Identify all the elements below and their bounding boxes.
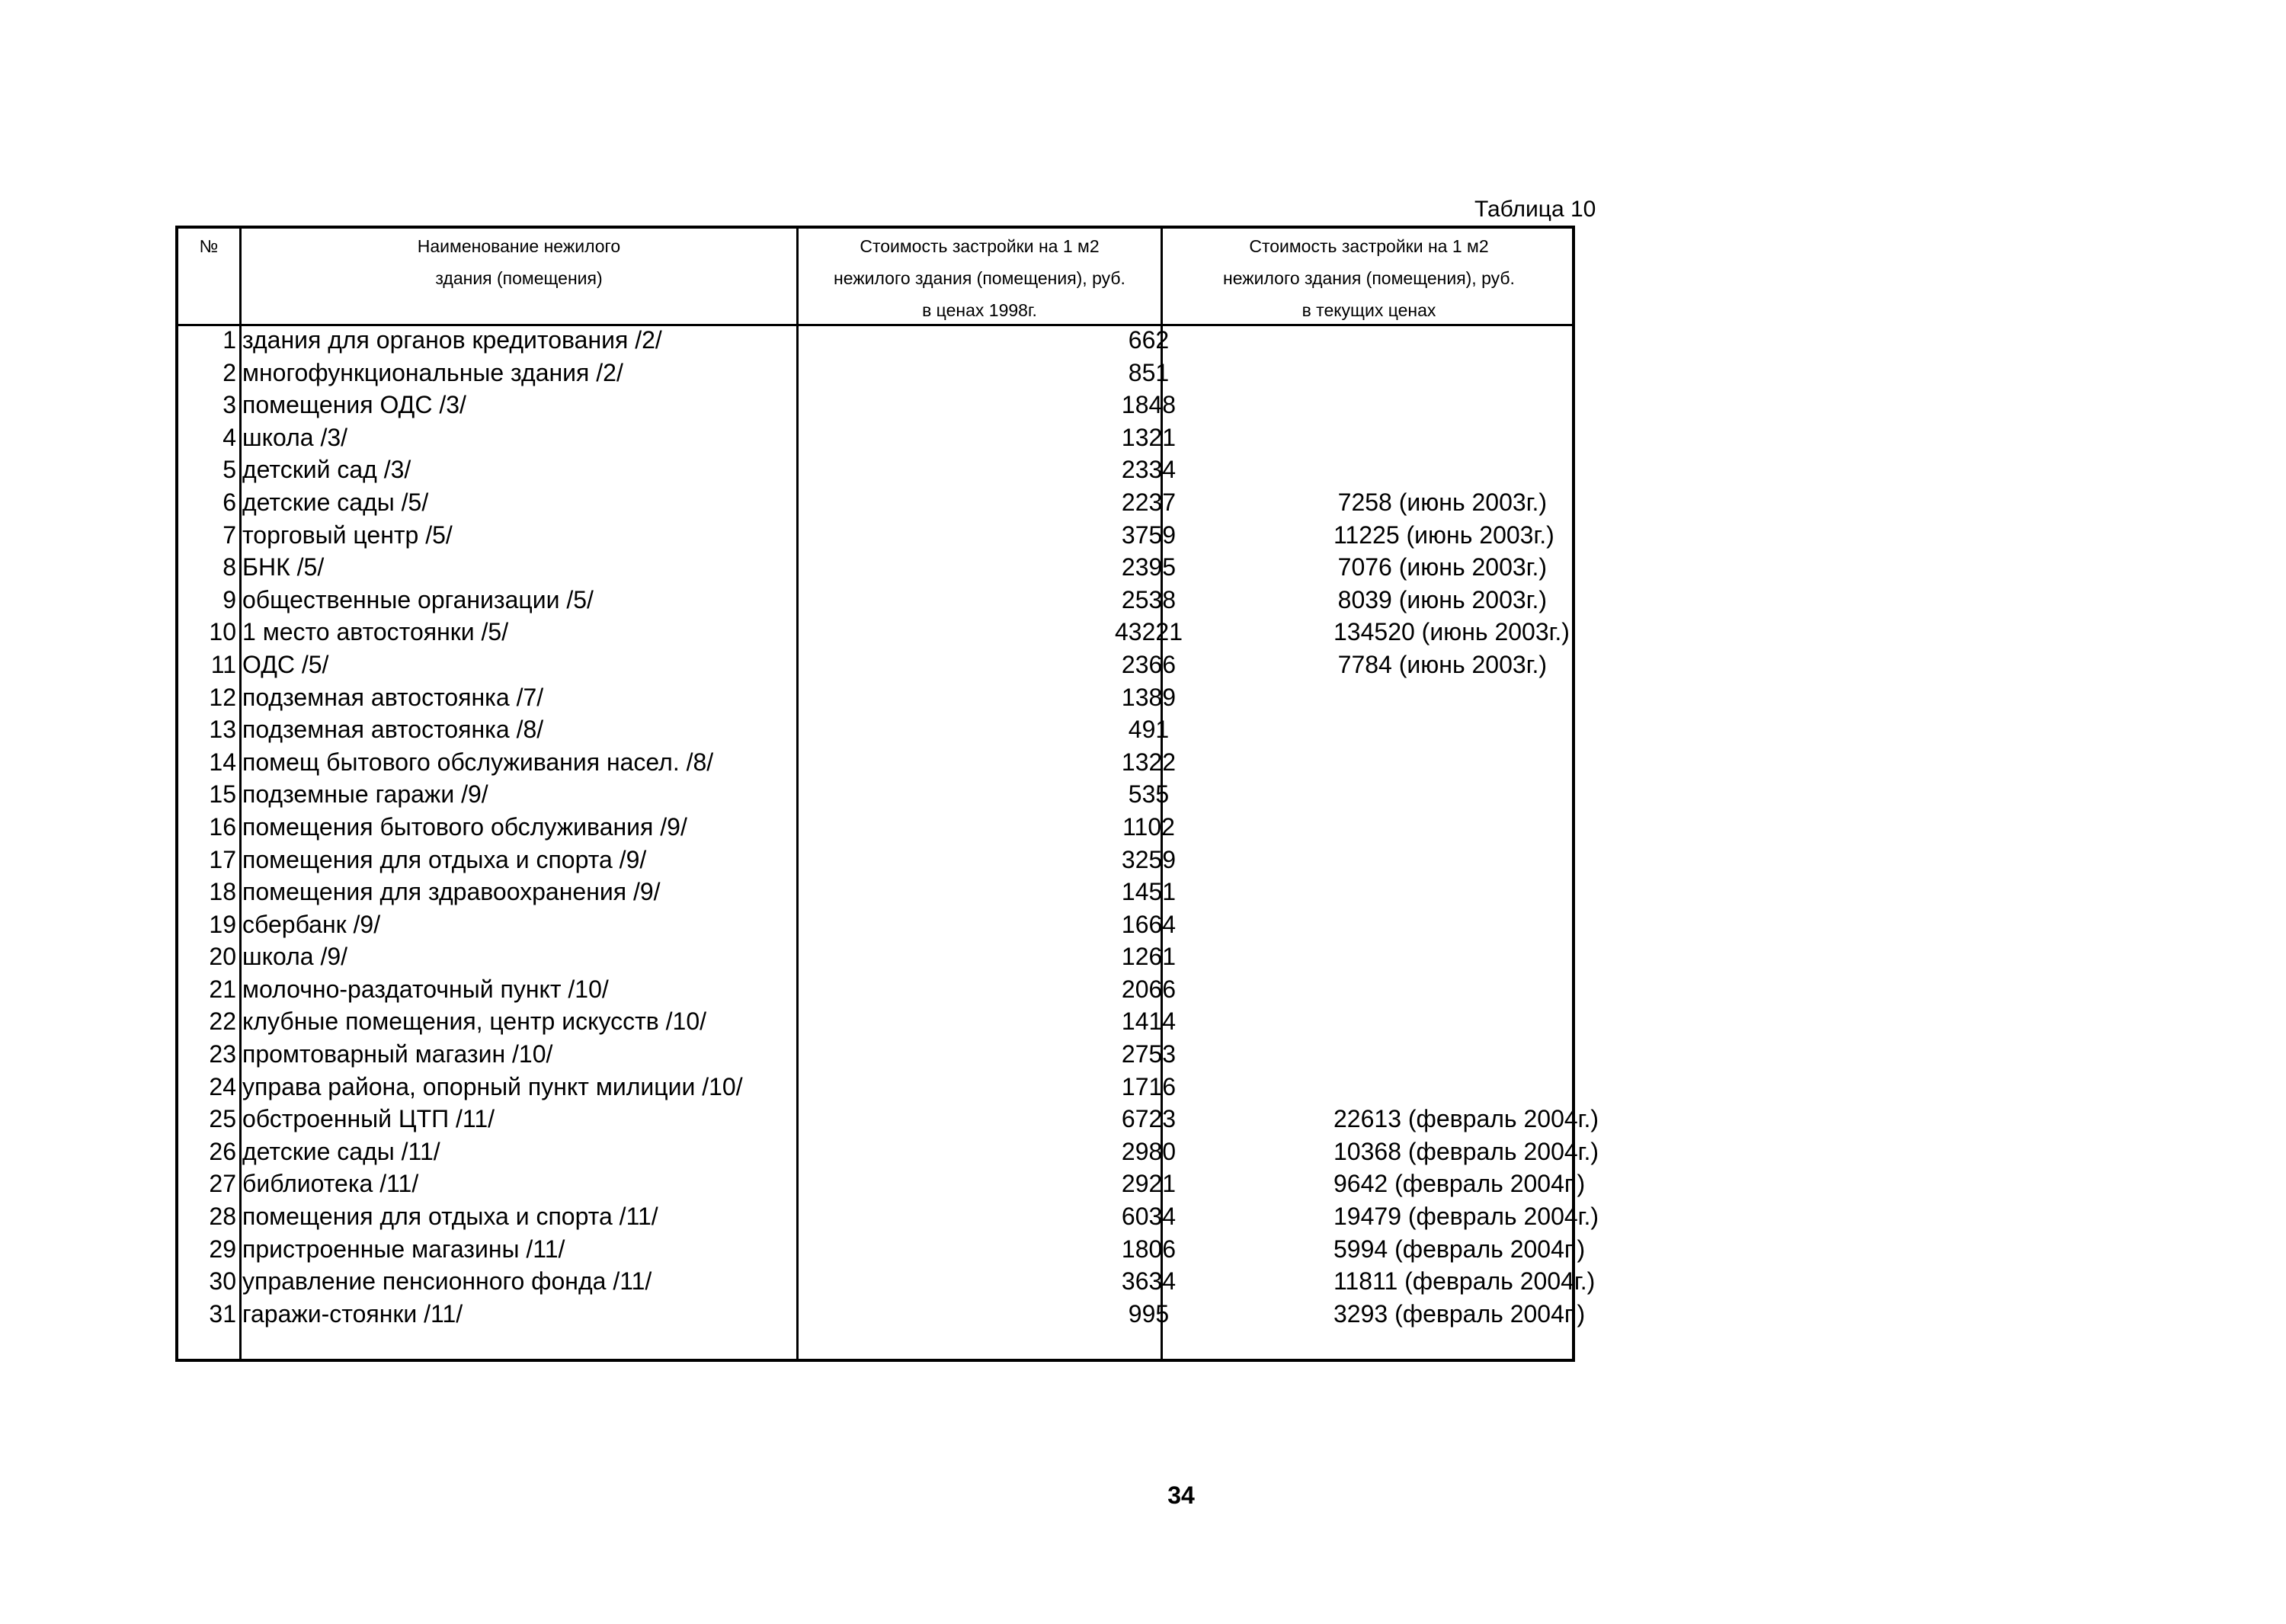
row-number: 11	[210, 650, 236, 678]
header-name-line2: здания (помещения)	[435, 268, 603, 288]
row-number: 5	[223, 456, 236, 484]
cost-1998: 1322	[1121, 748, 1177, 776]
table-row	[175, 616, 1575, 649]
row-number: 28	[209, 1203, 236, 1231]
building-name: сбербанк /9/	[242, 910, 381, 938]
cost-1998: 3259	[1121, 845, 1177, 873]
cost-current	[1334, 584, 1572, 617]
building-name: помещения для здравоохранения /9/	[242, 878, 661, 906]
row-number: 23	[209, 1040, 236, 1068]
cost-current-text: 7076 (июнь 2003г.)	[1337, 553, 1547, 581]
cost-current	[1334, 1103, 1599, 1136]
cost-1998: 535	[1128, 780, 1170, 809]
cost-current-text: 8039 (июнь 2003г.)	[1337, 585, 1547, 613]
row-number: 14	[209, 748, 236, 776]
table-row	[175, 1071, 1575, 1103]
header-cost-1998-line3: в ценах 1998г.	[922, 300, 1037, 320]
cost-current	[1334, 486, 1572, 519]
table-row	[175, 713, 1575, 746]
cost-current	[1334, 649, 1572, 681]
building-name: БНК /5/	[242, 553, 325, 581]
cost-current	[1334, 713, 1572, 746]
row-number: 9	[223, 585, 236, 613]
header-cost-current-line2: нежилого здания (помещения), руб.	[1223, 268, 1515, 288]
table-row	[175, 844, 1575, 876]
row-number: 8	[223, 553, 236, 581]
building-name: ОДС /5/	[242, 650, 329, 678]
cost-1998: 6034	[1121, 1203, 1177, 1231]
row-number: 22	[209, 1007, 236, 1036]
cost-1998: 995	[1128, 1299, 1170, 1328]
header-cost-1998-line1: Стоимость застройки на 1 м2	[860, 236, 1100, 256]
building-name: подземная автостоянка /8/	[242, 716, 544, 744]
cost-1998: 1321	[1121, 423, 1177, 451]
cost-current-text: 11811 (февраль 2004г.)	[1334, 1267, 1596, 1296]
table-row	[175, 1168, 1586, 1200]
building-name: помещения бытового обслуживания /9/	[242, 812, 687, 841]
building-name: детские сады /11/	[242, 1137, 440, 1165]
cost-1998: 1716	[1121, 1072, 1177, 1100]
cost-current-text: 9642 (февраль 2004г.)	[1334, 1170, 1586, 1198]
table-body	[175, 324, 1599, 1330]
table-row	[175, 421, 1575, 454]
row-number: 4	[223, 423, 236, 451]
cost-1998: 2538	[1121, 585, 1177, 613]
table-row	[175, 973, 1575, 1006]
cost-current	[1334, 616, 1572, 649]
cost-current	[1334, 1136, 1599, 1168]
cost-current-text: 7258 (июнь 2003г.)	[1337, 488, 1547, 516]
cost-1998: 851	[1128, 358, 1170, 386]
cost-1998: 1414	[1121, 1007, 1177, 1036]
table-row	[175, 453, 1575, 486]
table-row	[175, 551, 1575, 584]
building-name: библиотека /11/	[242, 1170, 419, 1198]
table-row	[175, 519, 1575, 552]
cost-current	[1334, 876, 1572, 908]
row-number: 21	[209, 975, 236, 1003]
table-row	[175, 1038, 1575, 1071]
cost-current	[1334, 551, 1572, 584]
cost-current	[1334, 1005, 1572, 1038]
cost-current	[1334, 1233, 1586, 1266]
cost-current	[1334, 324, 1572, 357]
building-name: гаражи-стоянки /11/	[242, 1299, 463, 1328]
building-name: общественные организации /5/	[242, 585, 594, 613]
cost-current-text: 19479 (февраль 2004г.)	[1334, 1203, 1599, 1231]
table-row	[175, 1265, 1596, 1298]
cost-current	[1334, 1265, 1596, 1298]
building-name: школа /3/	[242, 423, 348, 451]
cost-1998: 1848	[1121, 391, 1177, 419]
cost-current	[1334, 453, 1572, 486]
row-number: 1	[223, 326, 236, 354]
table-row	[175, 357, 1575, 389]
row-number: 17	[209, 845, 236, 873]
row-number: 6	[223, 488, 236, 516]
row-number: 3	[223, 391, 236, 419]
cost-1998: 662	[1128, 326, 1170, 354]
cost-1998: 1806	[1121, 1235, 1177, 1263]
table-row	[175, 389, 1575, 421]
cost-1998: 2066	[1121, 975, 1177, 1003]
cost-current-text: 3293 (февраль 2004г.)	[1334, 1299, 1586, 1328]
building-name: обстроенный ЦТП /11/	[242, 1105, 495, 1133]
cost-1998: 3759	[1121, 521, 1177, 549]
row-number: 31	[209, 1299, 236, 1328]
cost-1998: 6723	[1121, 1105, 1177, 1133]
cost-1998: 1102	[1122, 812, 1175, 841]
row-number: 24	[209, 1072, 236, 1100]
building-name: детские сады /5/	[242, 488, 429, 516]
table-row	[175, 1103, 1599, 1136]
table-row	[175, 876, 1575, 908]
header-name-line1: Наименование нежилого	[417, 236, 621, 256]
cost-current	[1334, 1071, 1572, 1103]
cost-1998: 2753	[1121, 1040, 1177, 1068]
table-row	[175, 1233, 1586, 1266]
row-number: 20	[209, 943, 236, 971]
row-number: 13	[209, 716, 236, 744]
cost-current	[1334, 519, 1572, 552]
table-row	[175, 1298, 1586, 1331]
building-name: помещения для отдыха и спорта /9/	[242, 845, 647, 873]
cost-1998: 2980	[1121, 1137, 1177, 1165]
cost-current-text: 5994 (февраль 2004г.)	[1334, 1235, 1586, 1263]
table-row	[175, 940, 1575, 973]
row-number: 15	[209, 780, 236, 809]
page-number: 34	[1167, 1481, 1195, 1509]
building-name: школа /9/	[242, 943, 348, 971]
cost-current-text: 22613 (февраль 2004г.)	[1334, 1105, 1599, 1133]
cost-current	[1334, 811, 1572, 844]
row-number: 7	[223, 521, 236, 549]
header-cost-current-line3: в текущих ценах	[1301, 300, 1436, 320]
cost-current	[1334, 778, 1572, 811]
table-row	[175, 681, 1575, 714]
row-number: 25	[209, 1105, 236, 1133]
building-name: клубные помещения, центр искусств /10/	[242, 1007, 706, 1036]
building-name: помещ бытового обслуживания насел. /8/	[242, 748, 714, 776]
building-name: помещения ОДС /3/	[242, 391, 466, 419]
table-row	[175, 908, 1575, 941]
building-name: пристроенные магазины /11/	[242, 1235, 565, 1263]
cost-current-text: 10368 (февраль 2004г.)	[1334, 1137, 1599, 1165]
cost-1998: 2334	[1121, 456, 1177, 484]
cost-1998: 1664	[1121, 910, 1177, 938]
building-name: подземная автостоянка /7/	[242, 683, 544, 711]
cost-1998: 1451	[1121, 878, 1177, 906]
cost-1998: 2921	[1121, 1170, 1177, 1198]
cost-1998: 491	[1128, 716, 1170, 744]
cost-current	[1334, 1038, 1572, 1071]
building-name: здания для органов кредитования /2/	[242, 326, 662, 354]
row-number: 10	[209, 618, 236, 646]
cost-current-text: 134520 (июнь 2003г.)	[1334, 618, 1570, 646]
building-name: управление пенсионного фонда /11/	[242, 1267, 652, 1296]
cost-current	[1334, 940, 1572, 973]
table-row	[175, 486, 1575, 519]
cost-current	[1334, 1298, 1586, 1331]
table-row	[175, 778, 1575, 811]
cost-current	[1334, 908, 1572, 941]
cost-current	[1334, 389, 1572, 421]
row-number: 27	[209, 1170, 236, 1198]
cost-1998: 2366	[1121, 650, 1177, 678]
table-row	[175, 324, 1575, 357]
row-number: 12	[209, 683, 236, 711]
header-cost-1998-line2: нежилого здания (помещения), руб.	[834, 268, 1125, 288]
table-row	[175, 746, 1575, 779]
cost-current	[1334, 421, 1572, 454]
header-no: №	[199, 236, 219, 256]
cost-current	[1334, 973, 1572, 1006]
cost-1998: 3634	[1121, 1267, 1177, 1296]
row-number: 30	[209, 1267, 236, 1296]
cost-current	[1334, 844, 1572, 876]
cost-current-text: 11225 (июнь 2003г.)	[1334, 521, 1554, 549]
building-name: промтоварный магазин /10/	[242, 1040, 553, 1068]
row-number: 26	[209, 1137, 236, 1165]
building-name: помещения для отдыха и спорта /11/	[242, 1203, 658, 1231]
building-name: молочно-раздаточный пункт /10/	[242, 975, 609, 1003]
table-row	[175, 811, 1575, 844]
cost-1998: 2237	[1121, 488, 1177, 516]
cost-current-text: 7784 (июнь 2003г.)	[1337, 650, 1547, 678]
building-name: многофункциональные здания /2/	[242, 358, 623, 386]
header-cost-current-line1: Стоимость застройки на 1 м2	[1249, 236, 1489, 256]
cost-current	[1334, 746, 1572, 779]
table-row	[175, 1136, 1599, 1168]
cost-1998: 1261	[1121, 943, 1177, 971]
building-name: торговый центр /5/	[242, 521, 453, 549]
row-number: 16	[209, 812, 236, 841]
cost-current	[1334, 1200, 1599, 1233]
row-number: 19	[209, 910, 236, 938]
row-number: 18	[209, 878, 236, 906]
table-row	[175, 1005, 1575, 1038]
table-row	[175, 649, 1575, 681]
building-name: 1 место автостоянки /5/	[242, 618, 509, 646]
cost-current	[1334, 681, 1572, 714]
building-name: подземные гаражи /9/	[242, 780, 488, 809]
cost-1998: 1389	[1121, 683, 1177, 711]
cost-1998: 2395	[1121, 553, 1177, 581]
row-number: 29	[209, 1235, 236, 1263]
table-row	[175, 1200, 1599, 1233]
cost-1998: 43221	[1115, 618, 1183, 646]
building-name: детский сад /3/	[242, 456, 411, 484]
building-name: управа района, опорный пункт милиции /10/	[242, 1072, 743, 1100]
table-row	[175, 584, 1575, 617]
row-number: 2	[223, 358, 236, 386]
cost-current	[1334, 1168, 1586, 1200]
cost-current	[1334, 357, 1572, 389]
table-caption: Таблица 10	[1474, 197, 1596, 222]
